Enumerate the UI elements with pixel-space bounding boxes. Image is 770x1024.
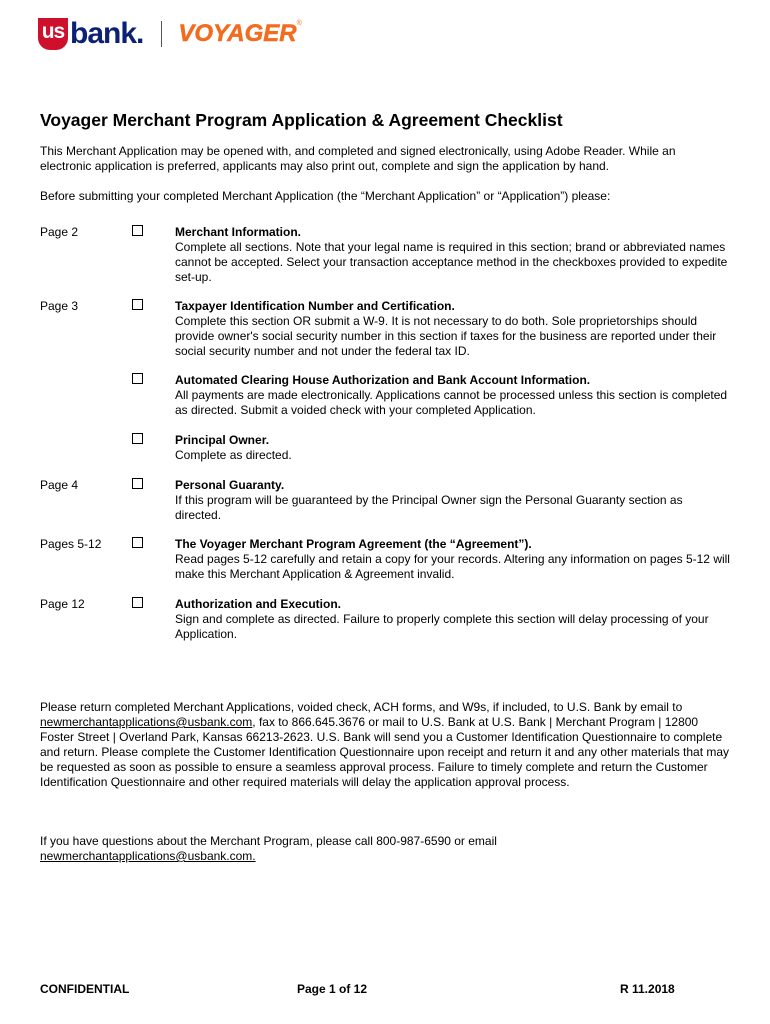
checklist-item-title: Merchant Information. — [175, 225, 302, 239]
checklist-item-title: Automated Clearing House Authorization and Bank Account Information. — [175, 373, 591, 387]
checklist-item-title: The Voyager Merchant Program Agreement (the “Agreement”). — [175, 537, 532, 551]
document-title: Voyager Merchant Program Application & Agreement Checklist — [40, 110, 563, 130]
questions-text: If you have questions about the Merchant Program, please call 800-987-6590 or email — [40, 834, 497, 848]
checklist-item — [175, 478, 730, 523]
usbank-logo — [38, 18, 143, 50]
checklist-page-label: Page 4 — [40, 478, 79, 492]
checklist-checkbox[interactable] — [132, 299, 143, 310]
return-instructions-text-cont: , fax to 866.645.3676 or mail to U.S. Bank at U.S. Bank | Merchant Program | 12800 Foster Street | Overland Park, Kansas 66213-2623. U.S. Bank will send you a Customer Identification Questionnaire to complete and return. Please complete the Customer Identification Questionnaire upon receipt and return it and any other materials that may be requested as soon as possible to ensure a seamless approval process. Failure to timely complete and return the Customer Identification Questionnaire and other required materials will delay the application approval process. — [40, 715, 730, 789]
checklist-page-label: Page 3 — [40, 299, 79, 313]
checklist-item-title: Taxpayer Identification Number and Certification. — [175, 299, 455, 313]
checklist-item-title: Personal Guaranty. — [175, 478, 285, 492]
checklist-item-description: Sign and complete as directed. Failure to properly complete this section will delay processing of your Application. — [175, 612, 709, 641]
footer-page-number: Page 1 of 12 — [297, 982, 368, 996]
checklist-page-label: Pages 5-12 — [40, 537, 102, 551]
voyager-logo — [178, 20, 301, 48]
checklist-item-description: Complete this section OR submit a W-9. It is not necessary to do both. Sole proprietorships should provide owner's social security number in this section if taxes for the business are reported under their social security number and not under the federal tax ID. — [175, 314, 717, 358]
checklist-checkbox[interactable] — [132, 373, 143, 384]
checklist-page-label: Page 2 — [40, 225, 79, 239]
checklist-item-description: Read pages 5-12 carefully and retain a copy for your records. Altering any information on pages 5-12 will make this Merchant Application & Agreement invalid. — [175, 552, 730, 581]
logo-divider — [161, 21, 162, 47]
voyager-wordmark: VOYAGER — [178, 20, 297, 47]
checklist-item — [175, 433, 730, 463]
intro-paragraph: This Merchant Application may be opened with, and completed and signed electronically, using Adobe Reader. While an electronic application is preferred, applicants may also print out, complete and sign the application by hand. — [40, 144, 676, 173]
checklist-checkbox[interactable] — [132, 433, 143, 444]
usbank-wordmark: bank. — [70, 17, 144, 50]
checklist-checkbox[interactable] — [132, 597, 143, 608]
email-link[interactable]: newmerchantapplications@usbank.com — [40, 715, 253, 729]
footer-confidential: CONFIDENTIAL — [40, 982, 130, 996]
checklist-checkbox[interactable] — [132, 225, 143, 236]
return-instructions-text: Please return completed Merchant Applications, voided check, ACH forms, and W9s, if included, to U.S. Bank by email to — [40, 700, 683, 714]
checklist-page-label: Page 12 — [40, 597, 85, 611]
checklist-item — [175, 537, 730, 582]
checklist-item-description: Complete as directed. — [175, 448, 292, 462]
checklist-item — [175, 299, 730, 359]
before-submitting-paragraph: Before submitting your completed Merchant Application (the “Merchant Application” or “Application”) please: — [40, 189, 611, 203]
checklist-checkbox[interactable] — [132, 537, 143, 548]
return-instructions-paragraph — [40, 700, 730, 790]
footer-revision: R 11.2018 — [620, 982, 675, 996]
usbank-shield-logo: us — [38, 18, 68, 50]
checklist-item — [175, 373, 730, 418]
checklist-item-description: Complete all sections. Note that your legal name is required in this section; brand or abbreviated names cannot be accepted. Select your transaction acceptance method in the checkboxes provided to expedite set-up. — [175, 240, 728, 284]
checklist-item-title: Authorization and Execution. — [175, 597, 342, 611]
checklist-checkbox[interactable] — [132, 478, 143, 489]
questions-email-link[interactable]: newmerchantapplications@usbank.com. — [40, 849, 256, 863]
checklist-item-description: All payments are made electronically. Applications cannot be processed unless this section is completed as directed. Submit a voided check with your completed Application. — [175, 388, 728, 417]
checklist-item-description: If this program will be guaranteed by the Principal Owner sign the Personal Guaranty section as directed. — [175, 493, 683, 522]
checklist-item — [175, 597, 730, 642]
voyager-trademark: ® — [296, 20, 302, 27]
checklist-item — [175, 225, 730, 285]
header-logos — [38, 18, 302, 50]
questions-paragraph — [40, 834, 730, 864]
checklist-item-title: Principal Owner. — [175, 433, 270, 447]
